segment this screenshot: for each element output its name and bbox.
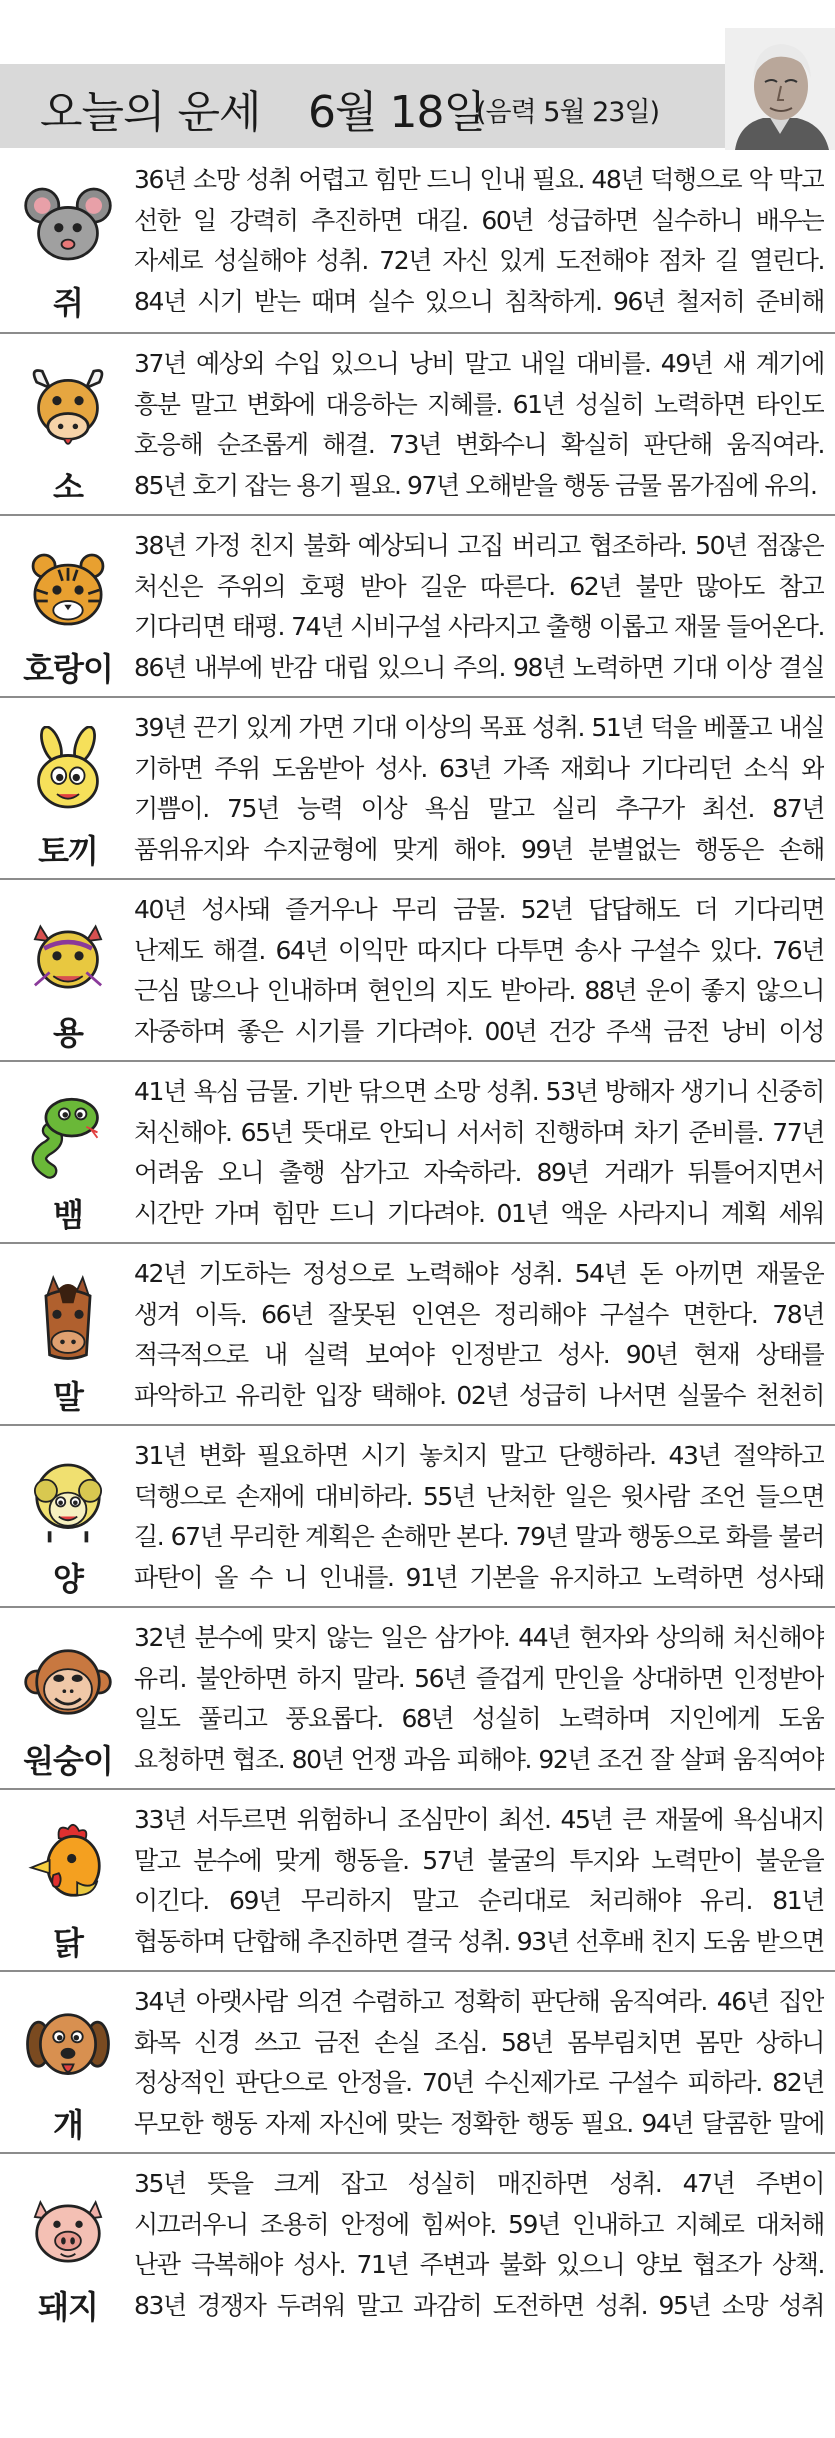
- sheep-icon: [22, 1454, 114, 1546]
- animal-name: 닭: [53, 1924, 83, 1962]
- animal-cell: [8, 522, 128, 692]
- animal-name: 개: [53, 2106, 83, 2144]
- rooster-icon: [22, 1818, 114, 1910]
- fortune-text: 33년 서두르면 위험하니 조심만이 최선. 45년 큰 재물에 욕심내지 말고 분수에 맞게 행동을. 57년 불굴의 투지와 노력만이 불운을 이긴다. 69년 무리하지 말고 순리대로 처리해야 유리. 81년 협동하며 단합해 추진하면 결국 성취. 93년 선후배 친지 도움 받으면: [134, 1805, 824, 1956]
- zodiac-row-sheep: [0, 1424, 835, 1606]
- animal-name: 돼지: [38, 2288, 98, 2326]
- animal-cell: [8, 1432, 128, 1602]
- animal-name: 토끼: [38, 832, 98, 870]
- rat-icon: [22, 178, 114, 270]
- dragon-icon: [22, 908, 114, 1000]
- zodiac-row-dragon: [0, 878, 835, 1060]
- animal-cell: [8, 2160, 128, 2330]
- animal-cell: [8, 886, 128, 1056]
- zodiac-list: [0, 150, 835, 2334]
- fortune-text: 34년 아랫사람 의견 수렴하고 정확히 판단해 움직여라. 46년 집안 화목 신경 쓰고 금전 손실 조심. 58년 몸부림치면 몸만 상하니 정상적인 판단으로 안정을. 70년 수신제가로 구설수 피하라. 82년 무모한 행동 자제 자신에 맞는 정확한 행동 필요. 94년 달콤한 말에: [134, 1987, 824, 2138]
- animal-cell: [8, 1978, 128, 2148]
- fortune-text: 38년 가정 친지 불화 예상되니 고집 버리고 협조하라. 50년 점잖은 처신은 주위의 호평 받아 길운 따른다. 62년 불만 많아도 참고 기다리면 태평. 74년 시비구설 사라지고 출행 이롭고 재물 들어온다. 86년 내부에 반감 대립 있으니 주의. 98년 노력하면 기대 이상 결실: [134, 531, 824, 682]
- animal-name: 쥐: [53, 284, 83, 322]
- animal-cell: [8, 156, 128, 326]
- animal-cell: [8, 1614, 128, 1784]
- animal-cell: [8, 704, 128, 874]
- author-portrait-icon: [725, 28, 835, 150]
- zodiac-row-rat: [0, 150, 835, 332]
- zodiac-row-monkey: [0, 1606, 835, 1788]
- fortune-text: 39년 끈기 있게 가면 기대 이상의 목표 성취. 51년 덕을 베풀고 내실 기하면 주위 도움받아 성사. 63년 가족 재회나 기다리던 소식 와 기쁨이. 75년 능력 이상 욕심 말고 실리 추구가 최선. 87년 품위유지와 수지균형에 맞게 해야. 99년 분별없는 행동은 손해: [134, 713, 824, 864]
- ox-icon: [22, 362, 114, 454]
- animal-cell: [8, 1796, 128, 1966]
- solar-date: 6월 18일: [308, 87, 485, 138]
- fortune-text: 36년 소망 성취 어렵고 힘만 드니 인내 필요. 48년 덕행으로 악 막고 선한 일 강력히 추진하면 대길. 60년 성급하면 실수하니 배우는 자세로 성실해야 성취. 72년 자신 있게 도전해야 점차 길 열린다. 84년 시기 받는 때며 실수 있으니 침착하게. 96년 철저히 준비해: [134, 165, 824, 316]
- fortune-text: 37년 예상외 수입 있으니 낭비 말고 내일 대비를. 49년 새 계기에 흥분 말고 변화에 대응하는 지혜를. 61년 성실히 노력하면 타인도 호응해 순조롭게 해결. 73년 변화수니 확실히 판단해 움직여라. 85년 호기 잡는 용기 필요. 97년 오해받을 행동 금물 몸가짐에 유의.: [134, 349, 824, 500]
- fortune-text: 41년 욕심 금물. 기반 닦으면 소망 성취. 53년 방해자 생기니 신중히 처신해야. 65년 뜻대로 안되니 서서히 진행하며 차기 준비를. 77년 어려움 오니 출행 삼가고 자숙하라. 89년 거래가 뒤틀어지면서 시간만 가며 힘만 드니 기다려야. 01년 액운 사라지니 계획 세워: [134, 1077, 824, 1228]
- monkey-icon: [22, 1636, 114, 1728]
- tiger-icon: [22, 544, 114, 636]
- animal-name: 호랑이: [23, 650, 113, 688]
- animal-name: 말: [53, 1378, 83, 1416]
- zodiac-row-dog: [0, 1970, 835, 2152]
- animal-cell: [8, 1068, 128, 1238]
- rabbit-icon: [22, 726, 114, 818]
- animal-name: 양: [53, 1560, 83, 1598]
- fortune-text: 32년 분수에 맞지 않는 일은 삼가야. 44년 현자와 상의해 처신해야 유리. 불안하면 하지 말라. 56년 즐겁게 만인을 상대하면 인정받아 일도 풀리고 풍요롭다. 68년 성실히 노력하며 지인에게 도움 요청하면 협조. 80년 언쟁 과음 피해야. 92년 조건 잘 살펴 움직여야: [134, 1623, 824, 1774]
- fortune-text: 31년 변화 필요하면 시기 놓치지 말고 단행하라. 43년 절약하고 덕행으로 손재에 대비하라. 55년 난처한 일은 윗사람 조언 들으면 길. 67년 무리한 계획은 손해만 본다. 79년 말과 행동으로 화를 불러 파탄이 올 수 니 인내를. 91년 기본을 유지하고 노력하면 성사돼: [134, 1441, 824, 1592]
- animal-cell: [8, 340, 128, 510]
- zodiac-row-rabbit: [0, 696, 835, 878]
- animal-name: 원숭이: [23, 1742, 113, 1780]
- dog-icon: [22, 2000, 114, 2092]
- page-title: 오늘의 운세: [40, 87, 261, 138]
- lunar-date: (음력 5월 23일): [476, 97, 660, 128]
- animal-name: 소: [53, 468, 83, 506]
- zodiac-row-rooster: [0, 1788, 835, 1970]
- zodiac-row-pig: [0, 2152, 835, 2334]
- zodiac-row-snake: [0, 1060, 835, 1242]
- animal-name: 뱀: [53, 1196, 83, 1234]
- pig-icon: [22, 2182, 114, 2274]
- header: [0, 0, 835, 150]
- fortune-text: 42년 기도하는 정성으로 노력해야 성취. 54년 돈 아끼면 재물운 생겨 이득. 66년 잘못된 인연은 정리해야 구설수 면한다. 78년 적극적으로 내 실력 보여야 인정받고 성사. 90년 현재 상태를 파악하고 유리한 입장 택해야. 02년 성급히 나서면 실물수 천천히: [134, 1259, 824, 1410]
- zodiac-row-ox: [0, 332, 835, 514]
- snake-icon: [22, 1090, 114, 1182]
- fortune-text: 40년 성사돼 즐거우나 무리 금물. 52년 답답해도 더 기다리면 난제도 해결. 64년 이익만 따지다 다투면 송사 구설수 있다. 76년 근심 많으나 인내하며 현인의 지도 받아라. 88년 운이 좋지 않으니 자중하며 좋은 시기를 기다려야. 00년 건강 주색 금전 낭비 이성: [134, 895, 824, 1046]
- animal-name: 용: [53, 1014, 83, 1052]
- fortune-text: 35년 뜻을 크게 잡고 성실히 매진하면 성취. 47년 주변이 시끄러우니 조용히 안정에 힘써야. 59년 인내하고 지혜로 대처해 난관 극복해야 성사. 71년 주변과 불화 있으니 양보 협조가 상책. 83년 경쟁자 두려워 말고 과감히 도전하면 성취. 95년 소망 성취: [134, 2169, 824, 2320]
- zodiac-row-horse: [0, 1242, 835, 1424]
- animal-cell: [8, 1250, 128, 1420]
- zodiac-row-tiger: [0, 514, 835, 696]
- horse-icon: [22, 1272, 114, 1364]
